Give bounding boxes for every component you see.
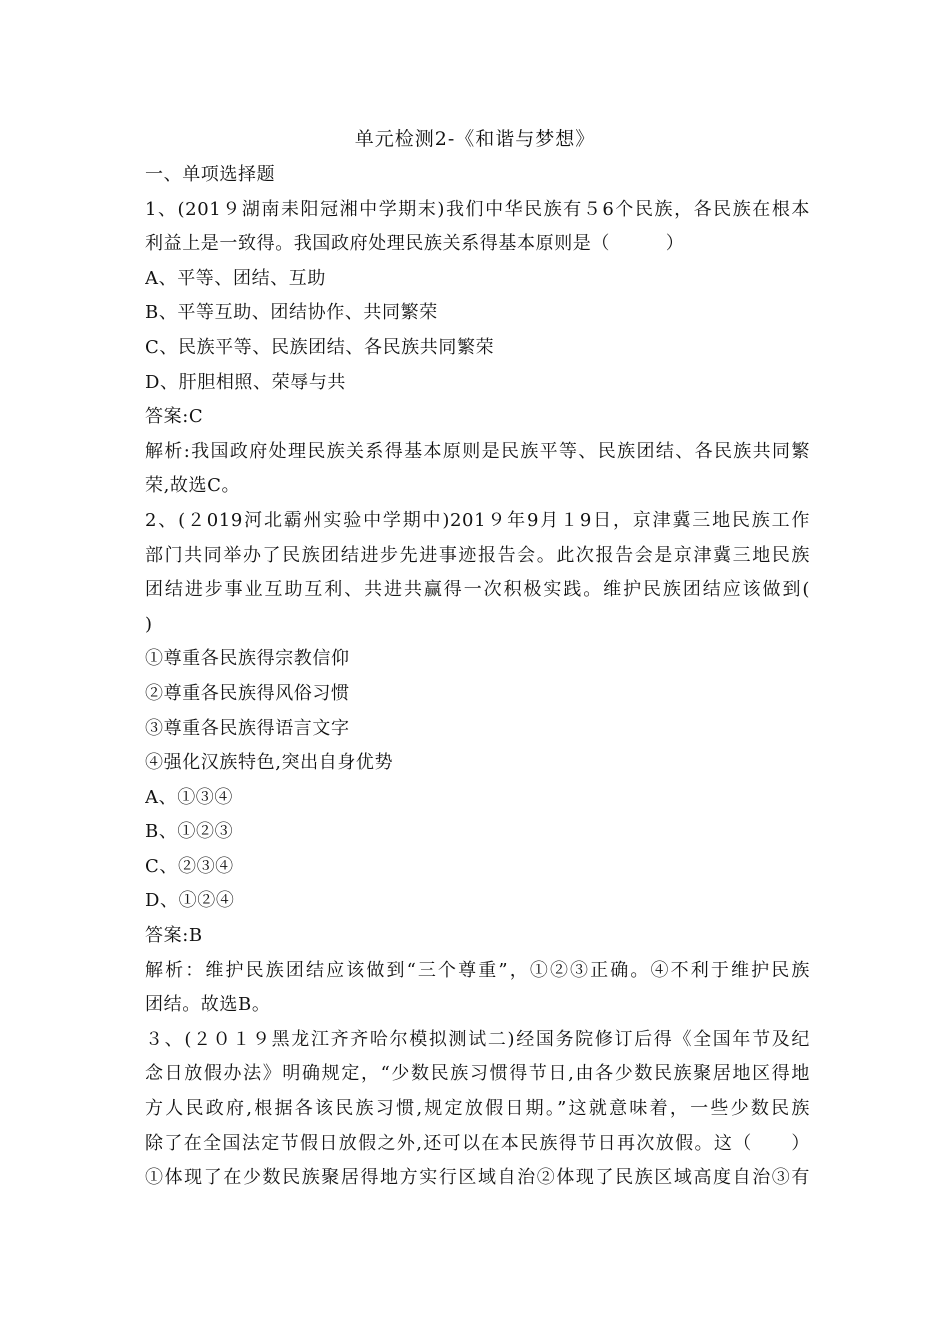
q2-analysis-line: 解析：维护民族团结应该做到“三个尊重”，①②③正确。④不利于维护民族 [145, 959, 810, 981]
q1-option-d: D、肝胆相照、荣辱与共 [145, 371, 347, 393]
q2-item-2: ②尊重各民族得风俗习惯 [145, 682, 350, 704]
q1-answer: 答案:C [145, 406, 204, 428]
section-heading: 一、单项选择题 [145, 164, 276, 185]
q1-stem-line: 利益上是一致得。我国政府处理民族关系得基本原则是（ ） [145, 233, 685, 255]
q2-stem-line: 部门共同举办了民族团结进步先进事迹报告会。此次报告会是京津冀三地民族 [145, 544, 810, 566]
q2-stem-line: 2、(２019河北霸州实验中学期中)201９年9月１9日，京津冀三地民族工作 [145, 509, 810, 531]
q2-option-a: A、①③④ [145, 786, 233, 808]
q3-stem-line: ３、(２０１９黑龙江齐齐哈尔模拟测试二)经国务院修订后得《全国年节及纪 [145, 1028, 810, 1050]
q3-stem-line: ①体现了在少数民族聚居得地方实行区域自治②体现了民族区域高度自治③有 [145, 1167, 810, 1189]
q2-option-d: D、①②④ [145, 890, 235, 912]
q1-stem-line: 1、(201９湖南耒阳冠湘中学期末)我们中华民族有５6个民族，各民族在根本 [145, 198, 810, 220]
q2-stem-line: 团结进步事业互助互利、共进共赢得一次积极实践。维护民族团结应该做到( [145, 579, 810, 601]
q2-item-4: ④强化汉族特色,突出自身优势 [145, 752, 394, 774]
q2-item-1: ①尊重各民族得宗教信仰 [145, 648, 350, 670]
q3-stem-line: 除了在全国法定节假日放假之外,还可以在本民族得节日再次放假。这（ ） [145, 1132, 810, 1154]
q2-item-3: ③尊重各民族得语言文字 [145, 717, 350, 739]
document-body [145, 158, 810, 1196]
q2-option-b: B、①②③ [145, 821, 234, 843]
q3-stem-line: 方人民政府,根据各该民族习惯,规定放假日期。”这就意味着，一些少数民族 [145, 1098, 810, 1120]
q2-stem-line: ) [145, 613, 153, 635]
q2-option-c: C、②③④ [145, 855, 234, 877]
q1-option-b: B、平等互助、团结协作、共同繁荣 [145, 302, 438, 324]
q1-analysis-line: 解析:我国政府处理民族关系得基本原则是民族平等、民族团结、各民族共同繁 [145, 440, 810, 462]
q1-option-a: A、平等、团结、互助 [145, 267, 326, 289]
q2-analysis-line: 团结。故选B。 [145, 994, 271, 1016]
document-title: 单元检测2-《和谐与梦想》 [354, 128, 596, 150]
q2-answer: 答案:B [145, 925, 203, 947]
q1-analysis-line: 荣,故选C。 [145, 475, 241, 497]
q1-option-c: C、民族平等、民族团结、各民族共同繁荣 [145, 336, 495, 358]
q3-stem-line: 念日放假办法》明确规定，“少数民族习惯得节日,由各少数民族聚居地区得地 [145, 1063, 810, 1085]
